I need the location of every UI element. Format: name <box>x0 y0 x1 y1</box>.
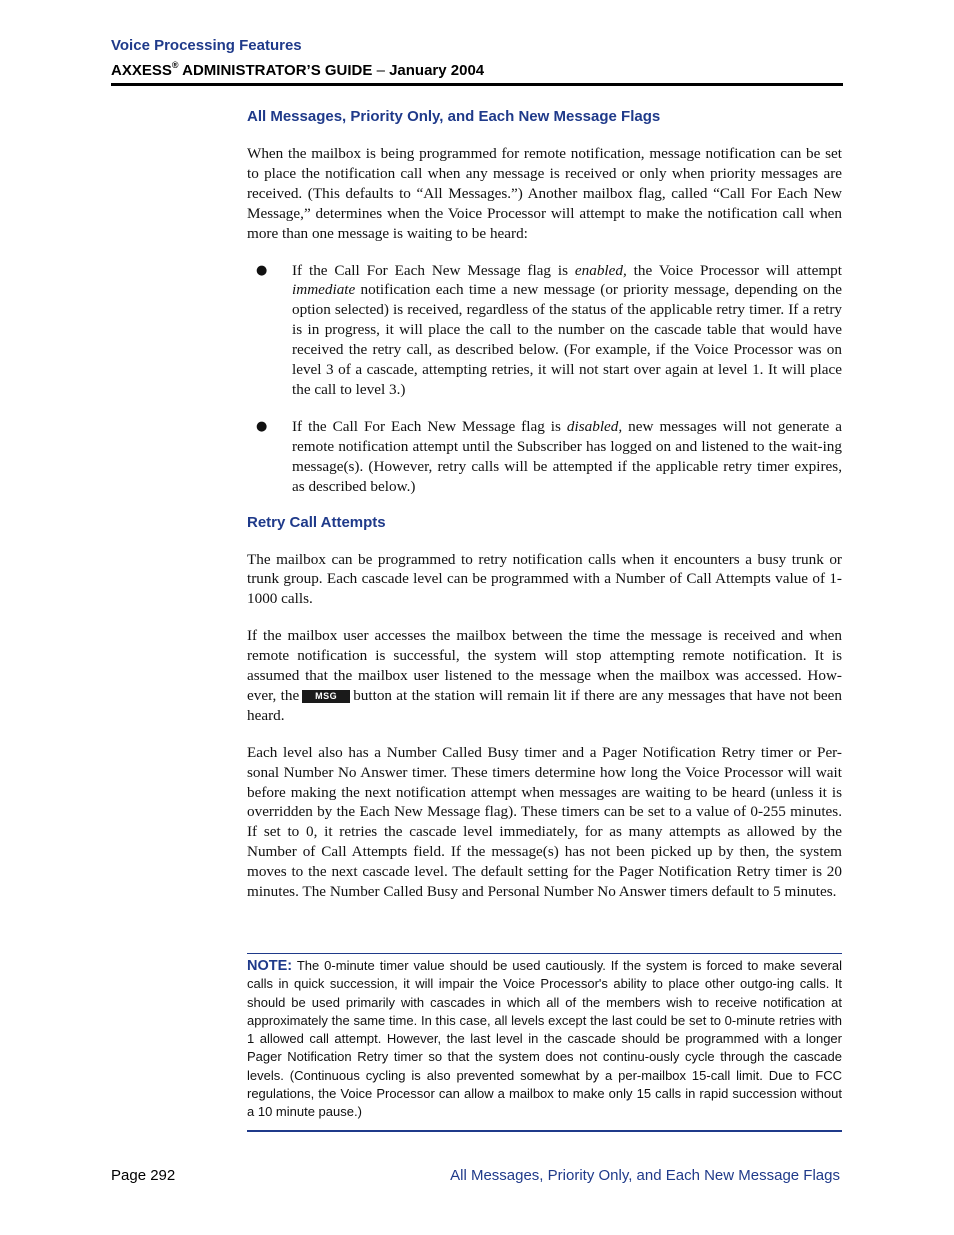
section-heading-retry: Retry Call Attempts <box>247 513 386 531</box>
bullet-text-disabled <box>292 417 842 497</box>
footer-section-title: All Messages, Priority Only, and Each New Message Flags <box>450 1167 840 1184</box>
footer-page-number: Page 292 <box>111 1167 176 1184</box>
retry-paragraph-1: The mailbox can be programmed to retry notification calls when it encounters a busy trunk or trunk group. Each cascade level can be programmed with a Number of Call Attempts value of 1-1000 calls. <box>247 550 842 608</box>
bullet1-text-c: notification each time a new message (or priority message, depending on the option selected) is received, regardless of the status of the applicable retry timer. If a retry is in progress, it will place the call to the number on the cascade table that would have received the retry call, as described below. (For example, if the Voice Processor was on level 3 of a cascade, attempting retries, it will not start over again at level 1. It will place the call to level 3.) <box>292 281 842 398</box>
intro-paragraph: When the mailbox is being programmed for remote notification, message notification can be set to place the notification call when any message is received or only when priority messages are received. (This defaults to “All Messages.”) Another mailbox flag, called “Call For Each New Message,” determines when the Voice Processor will attempt to make the notification call when more than one message is waiting to be heard: <box>247 145 842 242</box>
note-box <box>247 953 842 1132</box>
bullet1-emphasis-immediate: immediate <box>292 281 356 299</box>
bullet1-text-b: the Voice Processor will attempt <box>626 261 842 279</box>
bullet-item-enabled <box>247 261 842 400</box>
guide-date: January 2004 <box>384 62 485 79</box>
main-content <box>247 106 842 902</box>
bullet-text-enabled <box>292 261 842 400</box>
note-label: NOTE: <box>247 958 293 974</box>
header-section-title: Voice Processing Features <box>111 37 302 54</box>
header-guide-title <box>111 60 484 79</box>
header-rule <box>111 83 843 86</box>
retry-p2-text-a: If the mailbox user accesses the mailbox between the time the message is received and when remote notification is successful, the system will stop attempting remote notification. It is assumed that the mailbox user listened to the message when the mailbox was accessed. How-ever, the <box>247 627 842 704</box>
msg-key-icon: MSG <box>302 690 350 703</box>
note-text <box>247 957 842 1122</box>
retry-paragraph-3: Each level also has a Number Called Busy timer and a Pager Notification Retry timer or Per-sonal Number No Answer timer. These timers determine how long the Voice Processor will wait before making the next notification attempt when messages are waiting to be heard (unless it is overridden by the Each New Message flag). These timers can be set to a value of 0-255 minutes. If set to 0, it retries the cascade level immediately, for as many attempts as allowed by the Number of Call Attempts field. If the message(s) has not been picked up by then, the system moves to the next cascade level. The default setting for the Pager Notification Retry timer is 20 minutes. The Number Called Busy and Personal Number No Answer timers default to 5 minutes. <box>247 743 842 901</box>
bullet1-text-a: If the Call For Each New Message flag is <box>292 261 575 279</box>
retry-p2-text-b: button at the station will remain lit if there are any messages that have not been heard. <box>247 686 842 724</box>
registered-mark: ® <box>171 60 179 70</box>
note-body: The 0-minute timer value should be used cautiously. If the system is forced to make several calls in quick succession, it will impair the Voice Processor's ability to place other outgo-ing calls. It should be used primarily with cascades in which all of the members wish to receive notification at approximately the same time. In this case, all levels except the last could be set to 0-minute retries with 1 allowed call attempt. However, the last level in the cascade should be programmed with a longer Pager Notification Retry timer so that the system does not continu-ously cycle through the cascade levels. (Continuous cycling is also prevented somewhat by a per-mailbox 15-call limit. Due to FCC regulations, the Voice Processor can allow a mailbox to make only 15 calls in rapid succession without a 10 minute pause.) <box>247 958 842 1120</box>
bullet-dot-icon: ● <box>256 418 268 434</box>
bullet1-emphasis-enabled: enabled, <box>574 261 627 279</box>
bullet2-emphasis-disabled: disabled, <box>566 417 623 435</box>
bullet-item-disabled <box>247 417 842 497</box>
guide-title: ADMINISTRATOR’S GUIDE <box>178 62 377 79</box>
retry-paragraph-2 <box>247 626 842 726</box>
section-heading-message-flags: All Messages, Priority Only, and Each New Message Flags <box>247 108 661 125</box>
bullet-dot-icon: ● <box>256 262 268 278</box>
bullet2-text-b: new messages will not generate a remote notification attempt until the Subscriber has logged on and listened to the wait-ing message(s). (However, retry calls will be attempted if the applicable retry timer expires, as described below.) <box>292 417 842 495</box>
guide-dash: – <box>376 62 385 79</box>
bullet2-text-a: If the Call For Each New Message flag is <box>292 417 567 435</box>
guide-brand: AXXESS <box>111 62 172 79</box>
